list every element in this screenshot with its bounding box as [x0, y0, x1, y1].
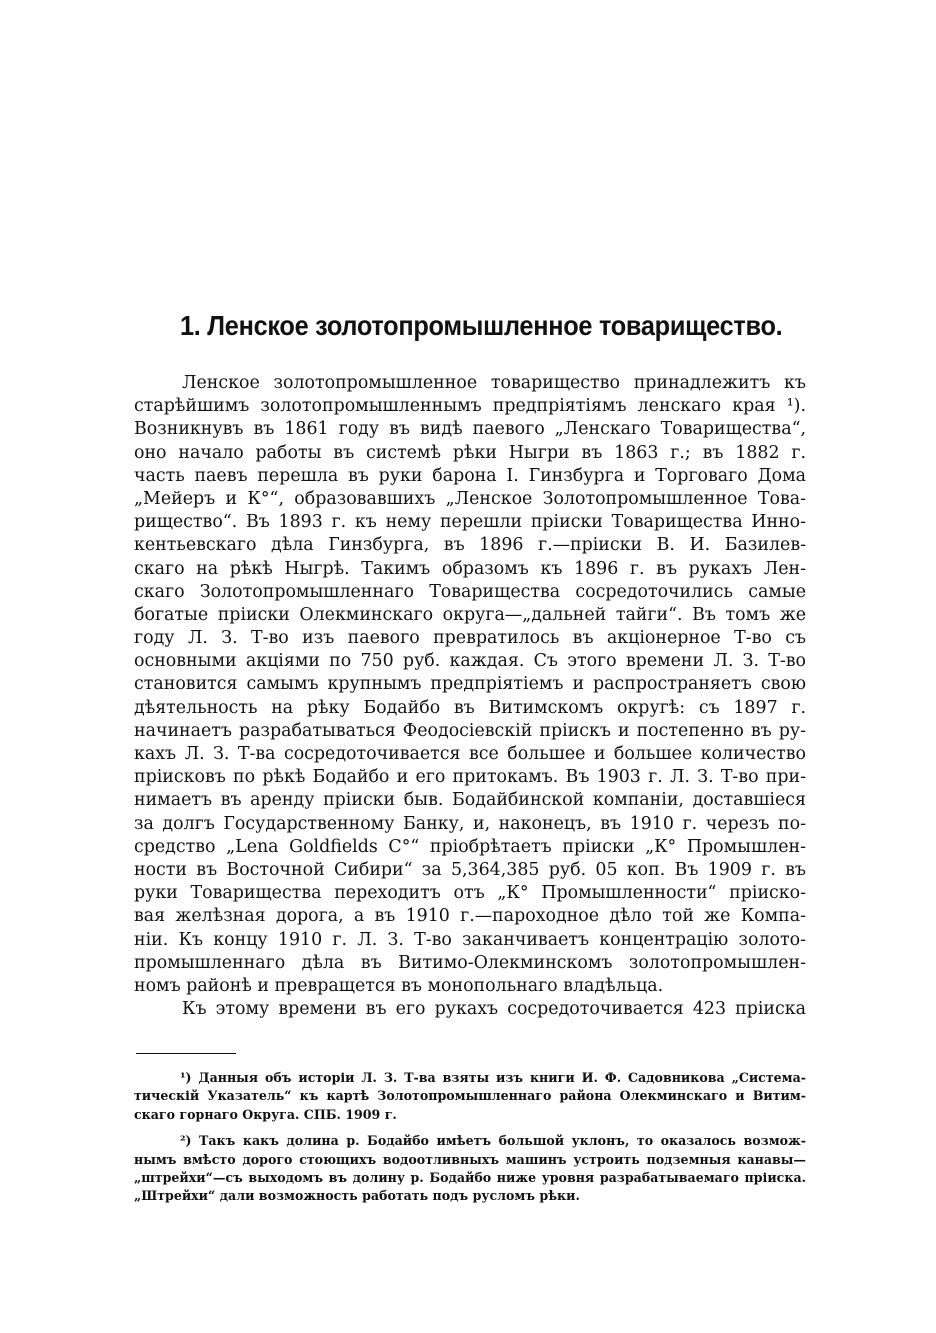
- footnote-line: „Штрейхи“ дали возможность работать подъ русломъ рѣки.: [134, 1188, 580, 1204]
- text-line: ности въ Восточной Сибири“ за 5,364,385 руб. 05 коп. Въ 1909 г. въ: [134, 859, 806, 880]
- text-line: средство „Lena Goldfields C°“ пріобрѣтаетъ пріиски „К° Промышлен-: [134, 836, 806, 857]
- footnote-line: ¹) Данныя объ исторіи Л. З. Т-ва взяты изъ книги И. Ф. Садовникова „Системa-: [180, 1070, 806, 1085]
- text-line: за долгъ Государственному Банку, и, наконецъ, въ 1910 г. черезъ по-: [134, 813, 806, 834]
- footnote-1: [134, 1069, 806, 1124]
- text-line: пріисковъ по рѣкѣ Бодайбо и его притокамъ. Въ 1903 г. Л. З. Т-во при-: [134, 767, 806, 788]
- text-line: дѣятельность на рѣку Бодайбо въ Витимскомъ округѣ: съ 1897 г.: [134, 697, 806, 718]
- text-line: скаго на рѣкѣ Ныгрѣ. Такимъ образомъ къ 1896 г. въ рукахъ Лен-: [134, 558, 806, 579]
- text-line: году Л. З. Т-во изъ паевого превратилось въ акціонерное Т-во съ: [134, 628, 806, 649]
- text-line: рищество“. Въ 1893 г. къ нему перешли пріиски Товарищества Инно-: [134, 512, 806, 533]
- section-heading: 1. Ленское золотопромышленное товарищество.: [180, 310, 783, 341]
- footnote-line: „штрейхи“—съ выходомъ въ долину р. Бодайбо ниже уровня разрабатываемаго пріиска.: [134, 1169, 806, 1185]
- text-line: нимаетъ въ аренду пріиски быв. Бодайбинской компаніи, доставшіеся: [134, 790, 806, 811]
- footnote-line: тическій Указатель“ къ картѣ Золотопромышленнаго района Олекминскаго и Витим-: [134, 1088, 806, 1104]
- text-line: руки Товарищества переходитъ отъ „К° Промышленности“ пріиско-: [134, 883, 806, 904]
- body-text: [134, 372, 806, 1021]
- footnote-line: ²) Такъ какъ долина р. Бодайбо имѣетъ большой уклонъ, то оказалось возмож-: [180, 1133, 806, 1149]
- text-line: ніи. Къ концу 1910 г. Л. З. Т-во заканчиваетъ концентрацію золото-: [134, 929, 806, 950]
- footnote-line: нымъ вмѣсто дорого стоющихъ водоотливныхъ машинъ устроить подземныя канавы—: [134, 1151, 806, 1167]
- text-line: Возникнувъ въ 1861 году въ видѣ паевого „Ленскаго Товарищества“,: [134, 419, 806, 440]
- text-line: кахъ Л. З. Т-ва сосредоточивается все большее и большее количество: [134, 744, 806, 764]
- text-line: скаго Золотопромышленнаго Товарищества сосредоточились самые: [134, 581, 806, 602]
- text-line: Къ этому времени въ его рукахъ сосредоточивается 423 пріиска: [182, 999, 806, 1020]
- text-line: начинаетъ разрабатываться Феодосіевскій пріискъ и постепенно въ ру-: [134, 720, 806, 741]
- footnotes: [134, 1069, 806, 1206]
- text-line: становится самымъ крупнымъ предпріятіемъ и распространяетъ свою: [134, 674, 806, 695]
- text-line: основными акціями по 750 руб. каждая. Съ этого времени Л. З. Т-во: [134, 651, 806, 672]
- text-line: часть паевъ перешла въ руки барона I. Гинзбурга и Торговаго Дома: [134, 465, 806, 486]
- footnote-2: [134, 1132, 806, 1206]
- text-line: кентьевскаго дѣла Гинзбурга, въ 1896 г.—пріиски В. И. Базилев-: [134, 535, 806, 556]
- text-line: вая желѣзная дорога, а въ 1910 г.—пароходное дѣло той же Компа-: [134, 906, 806, 927]
- text-line: оно начало работы въ системѣ рѣки Ныгри въ 1863 г.; въ 1882 г.: [134, 442, 806, 463]
- text-line: богатые пріиски Олекминскаго округа—„дальней тайги“. Въ томъ же: [134, 604, 806, 625]
- footnote-line: скаго горнаго Округа. СПБ. 1909 г.: [134, 1106, 397, 1122]
- text-line: Ленское золотопромышленное товарищество принадлежитъ къ: [182, 373, 806, 393]
- footnote-divider: [136, 1053, 236, 1054]
- text-line: „Мейеръ и К°“, образовавшихъ „Ленское Золотопромышленное Това-: [134, 488, 806, 509]
- text-line: номъ районѣ и превращется въ монопольнаго владѣльца.: [134, 975, 664, 996]
- text-line: старѣйшимъ золотопромышленнымъ предпріятіямъ ленскаго края ¹).: [134, 396, 806, 417]
- text-line: промышленнаго дѣла въ Витимо-Олекминскомъ золотопромышлен-: [134, 952, 806, 973]
